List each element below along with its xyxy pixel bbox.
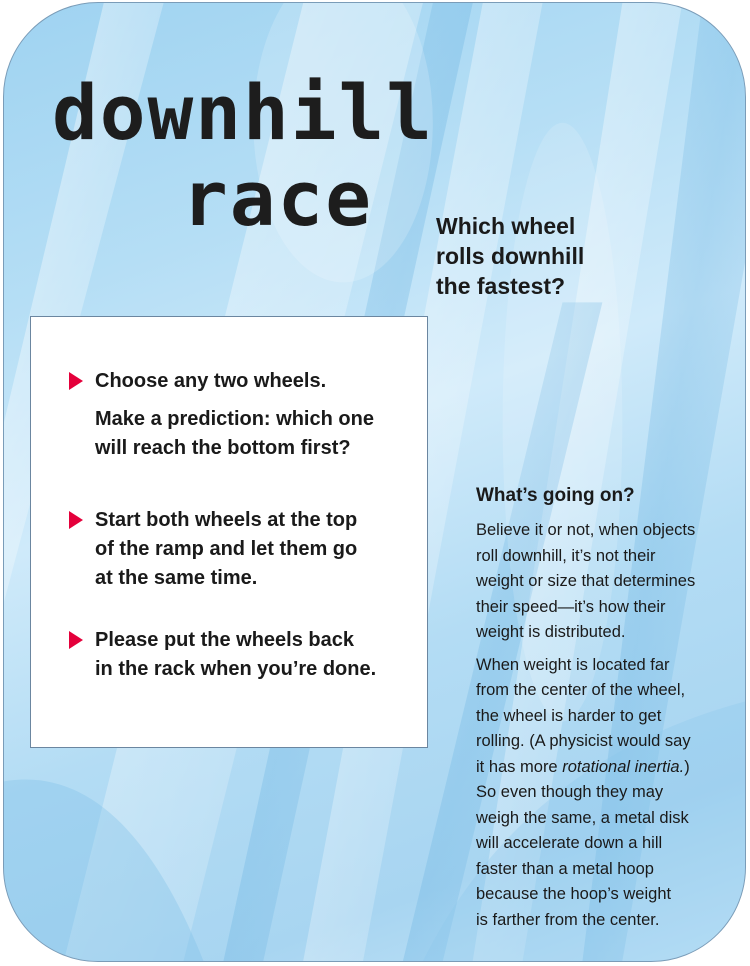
paragraph-line: weight is distributed. (476, 623, 626, 641)
paragraph-line: their speed—it’s how their (476, 597, 666, 616)
paragraph-line: will accelerate down a hill (476, 834, 663, 852)
paragraph-line: roll downhill, it’s not their (476, 546, 656, 565)
step-text: in the rack when you’re done. (95, 658, 377, 680)
step-text: will reach the bottom first? (95, 437, 351, 459)
step-text: Please put the wheels back (95, 629, 354, 651)
explanation-paragraph-1 (476, 518, 746, 646)
paragraph-line: faster than a metal hoop (476, 859, 654, 878)
text-fragment: ) (684, 757, 690, 776)
step-text: Start both wheels at the top (95, 509, 358, 531)
question-line: rolls downhill (436, 243, 585, 269)
paragraph-line: So even though they may (476, 783, 664, 801)
question-line: Which wheel (436, 213, 576, 239)
title-line-2: race (182, 154, 374, 243)
step-text: Make a prediction: which one (95, 408, 374, 430)
triangle-bullet-icon (69, 372, 83, 390)
question-line: the fastest? (436, 273, 566, 299)
exhibit-card (3, 2, 746, 962)
paragraph-line: the wheel is harder to get (476, 706, 662, 725)
paragraph-line: rolling. (A physicist would say (476, 732, 691, 750)
title-line-1: downhill (52, 68, 435, 157)
paragraph-line: is farther from the center. (476, 910, 660, 929)
instructions-panel (30, 316, 428, 748)
explanation-paragraph-2 (476, 653, 746, 934)
instruction-step-2 (69, 506, 419, 593)
explanation (476, 483, 746, 940)
paragraph-line: because the hoop’s weight (476, 885, 672, 903)
paragraph-line: Believe it or not, when objects (476, 521, 696, 539)
text-fragment: it has more (476, 757, 563, 776)
paragraph-line: weight or size that determines (476, 572, 696, 590)
rotational-inertia-term: rotational inertia. (562, 757, 685, 776)
instruction-step-1 (69, 367, 419, 463)
paragraph-line (476, 755, 746, 781)
triangle-bullet-icon (69, 511, 83, 529)
step-text: of the ramp and let them go (95, 538, 358, 560)
step-text: at the same time. (95, 567, 258, 589)
triangle-bullet-icon (69, 631, 83, 649)
instruction-step-3 (69, 626, 419, 684)
paragraph-line: When weight is located far (476, 655, 670, 674)
question (436, 211, 736, 301)
paragraph-line: from the center of the wheel, (476, 681, 686, 699)
paragraph-line: weigh the same, a metal disk (476, 808, 689, 827)
explanation-heading: What’s going on? (476, 485, 635, 506)
step-text: Choose any two wheels. (95, 370, 327, 392)
